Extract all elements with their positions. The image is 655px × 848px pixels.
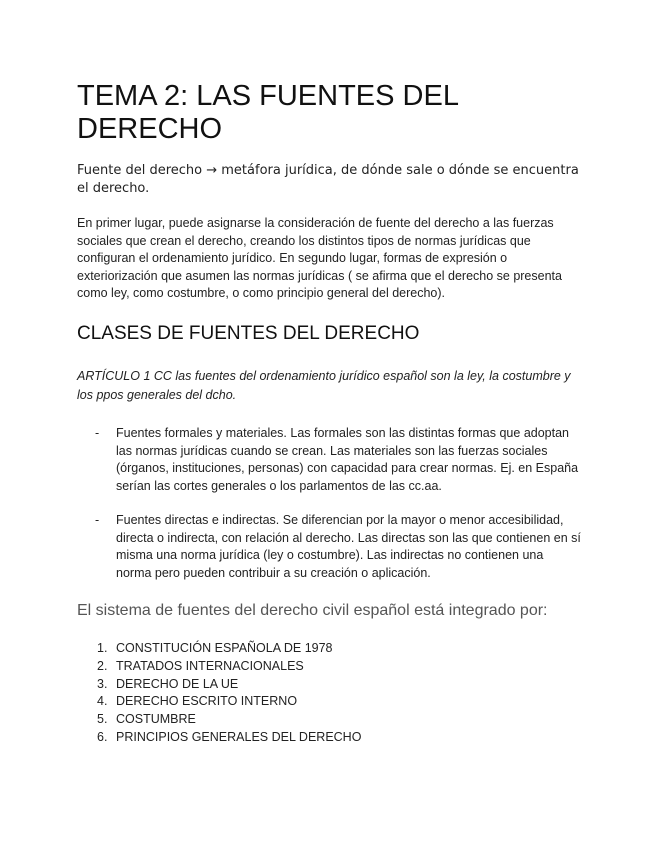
dash-marker: - <box>95 513 100 527</box>
list-number: 6. <box>97 729 108 744</box>
article-quote: ARTÍCULO 1 CC las fuentes del ordenamiento jurídico español son la ley, la costumbre y los ppos generales del dcho. <box>77 369 571 402</box>
section-heading: CLASES DE FUENTES DEL DERECHO <box>77 323 420 344</box>
dash-list-formal <box>77 425 582 495</box>
list-item <box>77 640 582 658</box>
list-item-text: DERECHO ESCRITO INTERNO <box>116 694 298 709</box>
list-number: 2. <box>97 658 108 673</box>
sources-list <box>77 640 582 747</box>
list-item <box>77 711 582 729</box>
list-number: 1. <box>97 641 108 655</box>
list-item-text: Fuentes formales y materiales. Las formales son las distintas formas que adoptan las normas jurídicas cuando se crean. Las materiales son las fuerzas sociales (órganos, instituciones, personas) con capacidad para crear normas. Ej. en España serían las cortes generales o los parlamentos de las cc.aa. <box>116 426 579 493</box>
list-item <box>77 676 582 694</box>
list-item <box>77 658 582 676</box>
list-item-text: TRATADOS INTERNACIONALES <box>116 658 304 673</box>
page-title: TEMA 2: LAS FUENTES DEL DERECHO <box>77 80 458 145</box>
sources-subheading: El sistema de fuentes del derecho civil español está integrado por: <box>77 602 548 619</box>
list-item <box>77 425 582 495</box>
dash-list-direct <box>77 512 582 582</box>
list-item-text: Fuentes directas e indirectas. Se diferencian por la mayor o menor accesibilidad, directa o indirecta, con relación al derecho. Las directas son las que contienen en sí misma una norma jurídica (ley o costumbre). Las indirectas no contienen una norma pero pueden contribuir a su creación o aplicación. <box>116 513 581 580</box>
list-item-text: CONSTITUCIÓN ESPAÑOLA DE 1978 <box>116 641 333 655</box>
list-item-text: DERECHO DE LA UE <box>116 676 239 691</box>
list-item <box>77 693 582 711</box>
list-item <box>77 512 582 582</box>
intro-definition: Fuente del derecho → metáfora jurídica, de dónde sale o dónde se encuentra el derecho. <box>77 163 579 196</box>
list-number: 5. <box>97 712 108 727</box>
list-number: 4. <box>97 694 108 709</box>
dash-marker: - <box>95 426 100 440</box>
list-item <box>77 729 582 747</box>
list-number: 3. <box>97 676 108 691</box>
body-paragraph: En primer lugar, puede asignarse la consideración de fuente del derecho a las fuerzas sociales que crean el derecho, creando los distintos tipos de normas jurídicas que configuran el ordenamiento jurídico. En segundo lugar, formas de expresión o exteriorización que asumen las normas jurídicas ( se afirma que el derecho se presenta como ley, como costumbre, o como principio general del derecho). <box>77 216 562 301</box>
list-item-text: PRINCIPIOS GENERALES DEL DERECHO <box>116 729 362 744</box>
list-item-text: COSTUMBRE <box>116 712 196 727</box>
